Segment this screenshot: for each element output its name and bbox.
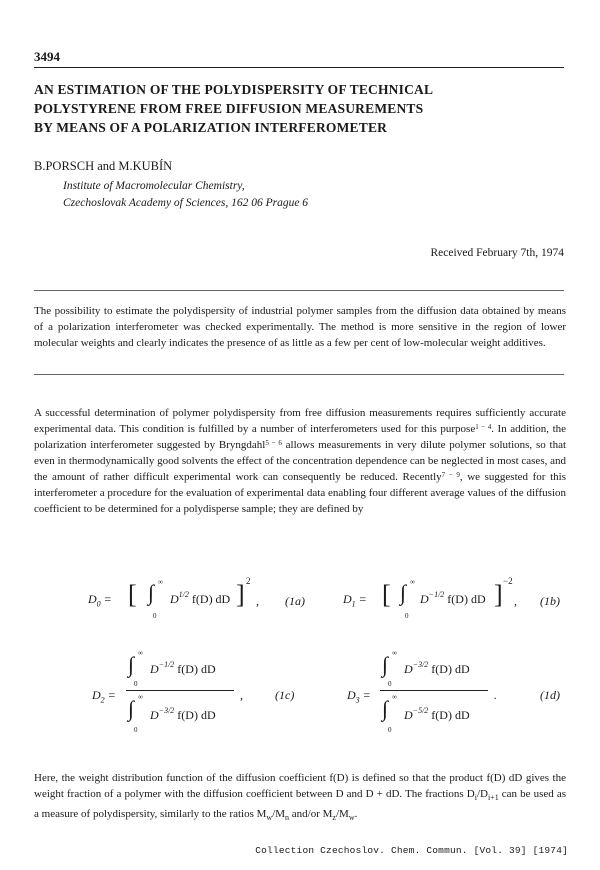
- eq-tag: (1c): [275, 688, 295, 702]
- closing-text: can be used as a measure of polydispersity, similarly to the ratios M: [34, 788, 566, 821]
- eq-lhs: D: [347, 688, 356, 702]
- authors: B.PORSCH and M.KUBÍN: [34, 159, 173, 173]
- eq-lhs: D: [92, 688, 101, 702]
- abstract-bottom-rule: [34, 374, 564, 375]
- eq-upper-limit: ∞: [138, 693, 143, 701]
- eq-tag: (1d): [540, 688, 560, 702]
- body-paragraph: [34, 405, 566, 517]
- received-date: Received February 7th, 1974: [430, 247, 564, 259]
- eq-den-power: −3/2: [158, 706, 175, 715]
- eq-sub: 2: [100, 695, 105, 705]
- eq-lower-limit: 0: [134, 680, 138, 688]
- subscript: w: [266, 813, 273, 823]
- body-text: . In addition, the polarization interferometer suggested by Bryngdahl: [34, 423, 567, 451]
- title-line: BY MEANS OF A POLARIZATION INTERFEROMETER: [34, 120, 388, 135]
- eq-power: 1/2: [178, 590, 189, 599]
- eq-power: −1/2: [428, 590, 445, 599]
- eq-den-power: −5/2: [412, 706, 429, 715]
- eq-lower-limit: 0: [388, 726, 392, 734]
- eq-upper-limit: ∞: [158, 578, 163, 586]
- page-number: 3494: [34, 49, 60, 64]
- subscript: z: [332, 813, 336, 823]
- subscript: w: [348, 813, 355, 823]
- eq-func: f(D) dD: [431, 708, 470, 722]
- eq-integrand: D: [170, 592, 179, 606]
- body-text: , we suggested for this interferometer a procedure for the evaluation of experimental data enabling four different average values of the diffusion coefficient to be determined for a polydisperse sample; they are defined by: [34, 471, 566, 515]
- eq-integrand: D: [420, 592, 429, 606]
- fraction-bar: [126, 690, 234, 691]
- eq-func: f(D) dD: [447, 592, 486, 606]
- eq-func: f(D) dD: [177, 708, 216, 722]
- eq-upper-limit: ∞: [392, 649, 397, 657]
- eq-upper-limit: ∞: [392, 693, 397, 701]
- eq-upper-limit: ∞: [410, 578, 415, 586]
- body-text: allows measurements in very dilute polymer solutions, so that even in thermodynamically good solvents the effect of the concentration dependence can be neglected in most cases, and the amount of rather difficult experimental work can consequently be reduced. Recently: [34, 439, 567, 483]
- journal-footer: Collection Czechoslov. Chem. Commun. [Vol. 39] [1974]: [255, 845, 568, 856]
- eq-num-power: −3/2: [412, 660, 429, 669]
- fraction-bar: [380, 690, 488, 691]
- title-line: AN ESTIMATION OF THE POLYDISPERSITY OF TECHNICAL: [34, 82, 434, 97]
- eq-func: f(D) dD: [431, 662, 470, 676]
- closing-text: /M: [335, 808, 349, 821]
- subscript: i: [474, 793, 477, 803]
- affiliation: [63, 178, 308, 212]
- eq-outer-power: 2: [246, 576, 251, 586]
- closing-text: and/or M: [289, 808, 333, 821]
- closing-text: /M: [272, 808, 286, 821]
- eq-sub: 3: [355, 695, 360, 705]
- reference: 7 − 9: [441, 471, 460, 479]
- eq-func: f(D) dD: [191, 592, 231, 606]
- abstract: The possibility to estimate the polydispersity of industrial polymer samples from the diffusion data obtained by means of a polarization interferometer was checked experimentally. The method is more sensitive in the region of lower molecular weights and clearly indicates the presence of as little as a few per cent of low-molecular weight additives.: [34, 305, 566, 349]
- affiliation-line: Institute of Macromolecular Chemistry,: [63, 180, 245, 192]
- body-text: A successful determination of polymer polydispersity from free diffusion measurements requires sufficiently accurate experimental data. This condition is fulfilled by a number of interferometers used for this purpose: [34, 407, 566, 435]
- closing-text: Here, the weight distribution function of the diffusion coefficient f(D) is defined so that the product f(D) dD gives the weight fraction of a polymer with the diffusion coefficient between D and D + dD. The fractions D: [34, 772, 566, 800]
- eq-upper-limit: ∞: [138, 649, 143, 657]
- article-title: [34, 80, 569, 137]
- closing-paragraph: [34, 770, 566, 826]
- eq-lhs: D: [88, 592, 97, 606]
- eq-lower-limit: 0: [388, 680, 392, 688]
- header-rule: [34, 67, 564, 68]
- abstract-top-rule: [34, 290, 564, 291]
- reference: 1 − 4: [475, 423, 492, 431]
- eq-sub: 1: [351, 599, 356, 609]
- closing-text: /D: [476, 788, 488, 800]
- eq-tag: (1b): [540, 594, 560, 608]
- eq-func: f(D) dD: [177, 662, 216, 676]
- eq-sub: 0: [96, 599, 101, 609]
- reference: 5 − 6: [265, 439, 282, 447]
- eq-lower-limit: 0: [405, 612, 409, 620]
- eq-num-power: −1/2: [158, 660, 175, 669]
- eq-tag: (1a): [285, 594, 305, 608]
- closing-text: .: [354, 808, 358, 821]
- eq-lower-limit: 0: [153, 612, 157, 620]
- subscript: i+1: [487, 793, 499, 803]
- subscript: n: [285, 813, 290, 823]
- title-line: POLYSTYRENE FROM FREE DIFFUSION MEASUREMENTS: [34, 101, 424, 116]
- eq-lhs: D: [343, 592, 352, 606]
- eq-lower-limit: 0: [134, 726, 138, 734]
- eq-outer-power: −2: [503, 576, 513, 586]
- affiliation-line: Czechoslovak Academy of Sciences, 162 06 Prague 6: [63, 197, 309, 209]
